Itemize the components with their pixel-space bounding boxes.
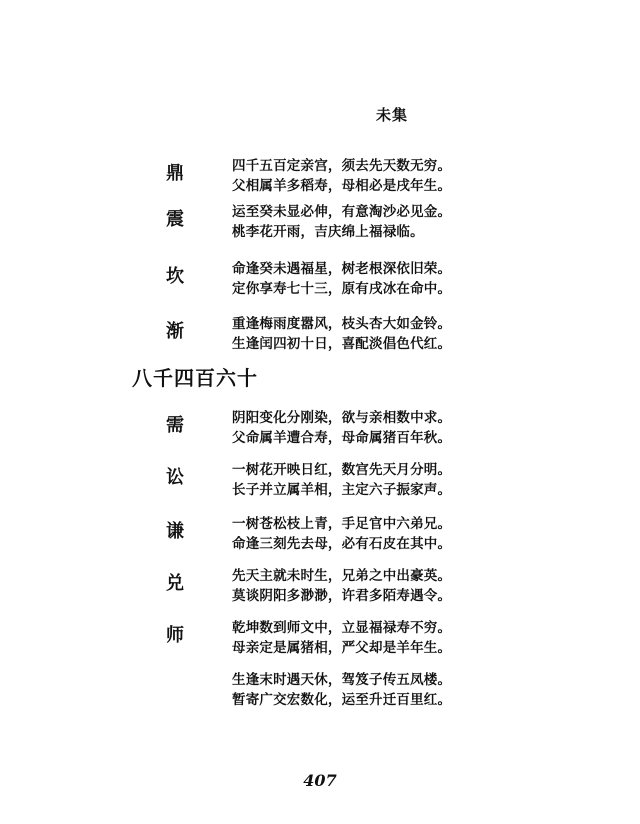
verse-line: 莫谈阴阳多渺渺，许君多陌寿遇令。: [232, 588, 452, 604]
verse-line: 运至癸未显必伸，有意淘沙必见金。: [232, 204, 452, 220]
hexagram-name: 渐: [166, 321, 184, 342]
verse-entry: [0, 410, 640, 466]
hexagram-name: 兑: [166, 573, 184, 594]
verse-line: 桃李花开雨，吉庆绵上福禄临。: [232, 224, 424, 240]
verse-line: 先天主就未时生，兄弟之中出豪英。: [232, 568, 452, 584]
verse-line: 暂寄广交宏数化，运至升迁百里红。: [232, 692, 452, 708]
verse-line: 父命属羊遭合寿，母命属猪百年秋。: [232, 430, 452, 446]
verse-line: 定你享寿七十三，原有戌冰在命中。: [232, 281, 452, 297]
verse-entry: [0, 261, 640, 317]
verse-line: 生逢末时遇天休，驾笈子传五凤楼。: [232, 672, 452, 688]
hexagram-name: 谦: [166, 521, 184, 542]
verse-line: 重逢梅雨度嚣风，枝头杏大如金铃。: [232, 316, 452, 332]
verse-line: 乾坤数到师文中，立显福禄寿不穷。: [232, 620, 452, 636]
verse-line: 生逢闰四初十日，喜配淡倡色代红。: [232, 336, 452, 352]
hexagram-name: 讼: [166, 467, 184, 488]
verse-entry: [0, 672, 640, 728]
verse-entry: [0, 620, 640, 676]
page-number: 407: [303, 771, 337, 790]
verse-line: 父相属羊多稻寿，母相必是戌年生。: [232, 178, 452, 194]
section-title: 八千四百六十: [132, 366, 258, 390]
verse-entry: [0, 204, 640, 260]
verse-line: 母亲定是属猪相，严父却是羊年生。: [232, 640, 452, 656]
verse-line: 一树花开映日红，数宫先天月分明。: [232, 462, 452, 478]
hexagram-name: 震: [166, 209, 184, 230]
verse-entry: [0, 316, 640, 372]
verse-line: 一树苍松枝上青，手足官中六弟兄。: [232, 516, 452, 532]
hexagram-name: 鼎: [166, 163, 184, 184]
hexagram-name: 坎: [166, 266, 184, 287]
verse-line: 命逢癸未遇福星，树老根深依旧荣。: [232, 261, 452, 277]
running-header: 未集: [376, 106, 409, 124]
verse-line: 四千五百定亲宫，须去先天数无穷。: [232, 158, 452, 174]
verse-entry: [0, 462, 640, 518]
verse-line: 命逢三刻先去母，必有石皮在其中。: [232, 536, 452, 552]
verse-line: 阴阳变化分刚染，欲与亲相数中求。: [232, 410, 452, 426]
verse-entry: [0, 568, 640, 624]
hexagram-name: 师: [166, 625, 184, 646]
verse-line: 长子并立属羊相，主定六子振家声。: [232, 482, 452, 498]
hexagram-name: 需: [166, 415, 184, 436]
verse-entry: [0, 516, 640, 572]
